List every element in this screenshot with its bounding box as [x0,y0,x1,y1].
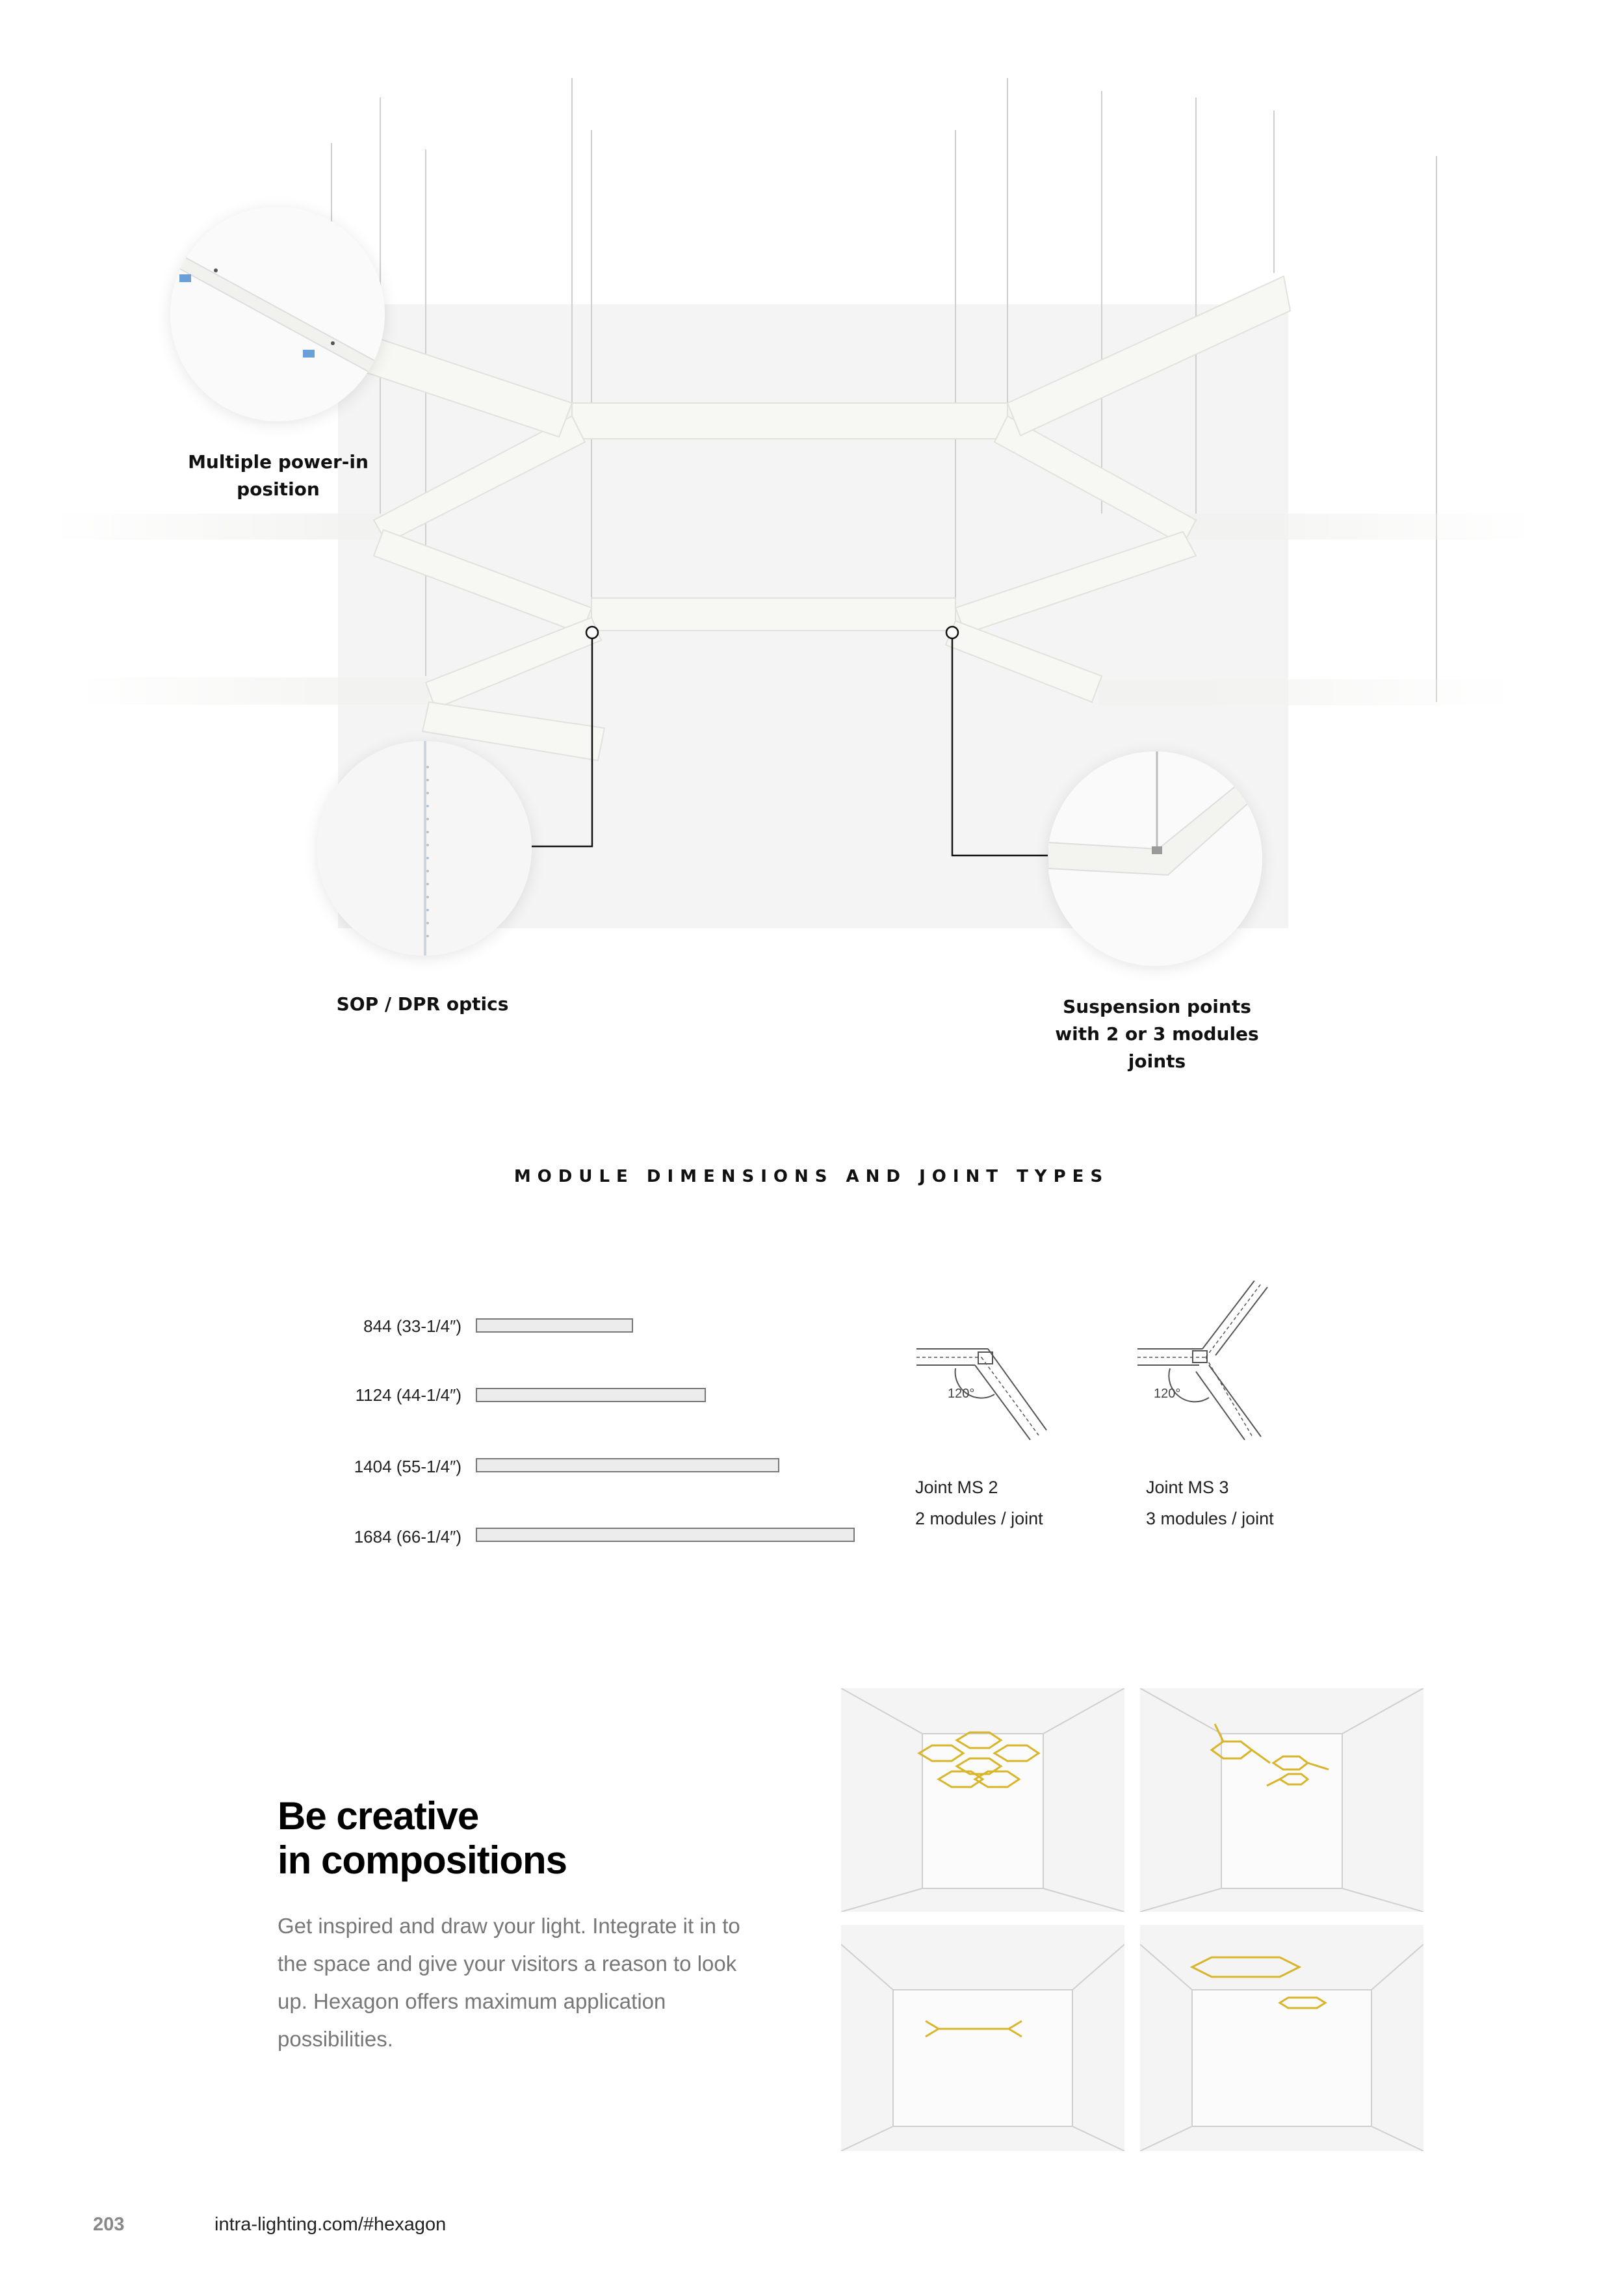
headline-line-2: in compositions [278,1838,567,1882]
module-length-bar [476,1528,855,1542]
joint-ms2-angle: 120° [948,1387,975,1401]
module-length-label: 1404 (55-1/4″) [354,1457,461,1476]
composition-gallery [841,1688,1423,2151]
footer-url[interactable]: intra-lighting.com/#hexagon [214,2214,447,2235]
hexagon-luminaire-render [0,0,1623,1105]
joint-ms3-text [1146,1472,1341,1534]
power-in-callout: Multiple power-in position [188,451,369,500]
module-length-bar [476,1388,706,1402]
module-length-bar [476,1318,633,1333]
suspension-callout: Suspension points with 2 or 3 modules joints [1055,996,1259,1072]
composition-thumbnail [1140,1925,1423,2151]
suspension-detail-circle [1048,751,1262,966]
page-number: 203 [93,2214,125,2235]
module-length-bar [476,1458,779,1472]
joint-name: Joint MS 3 [1146,1478,1229,1497]
joint-ms3-angle: 120° [1154,1387,1181,1401]
section-title: MODULE DIMENSIONS AND JOINT TYPES [513,1167,1110,1186]
joint-name: Joint MS 2 [915,1478,998,1497]
module-length-label: 1124 (44-1/4″) [355,1385,461,1405]
headline-line-1: Be creative [278,1794,479,1838]
module-length-label: 844 (33-1/4″) [363,1316,461,1336]
hero-illustration [0,0,1623,1105]
module-length-label: 1684 (66-1/4″) [354,1527,461,1546]
joint-desc: 3 modules / joint [1146,1509,1274,1528]
joint-desc: 2 modules / joint [915,1509,1043,1528]
composition-thumbnail [841,1925,1124,2151]
composition-thumbnail [1140,1688,1423,1912]
joint-ms3-diagram [1137,1281,1287,1443]
power-in-detail-circle [170,207,385,421]
optics-detail-circle [317,741,532,956]
composition-thumbnail [841,1688,1124,1912]
joint-ms2-diagram [916,1333,1066,1443]
optics-callout: SOP / DPR optics [336,993,509,1015]
joint-ms2-text [915,1472,1110,1534]
creative-headline [278,1794,733,1883]
creative-body: Get inspired and draw your light. Integrate it in to the space and give your visitors a reason to look up. Hexagon offers maximum application possibilities. [278,1914,740,2051]
